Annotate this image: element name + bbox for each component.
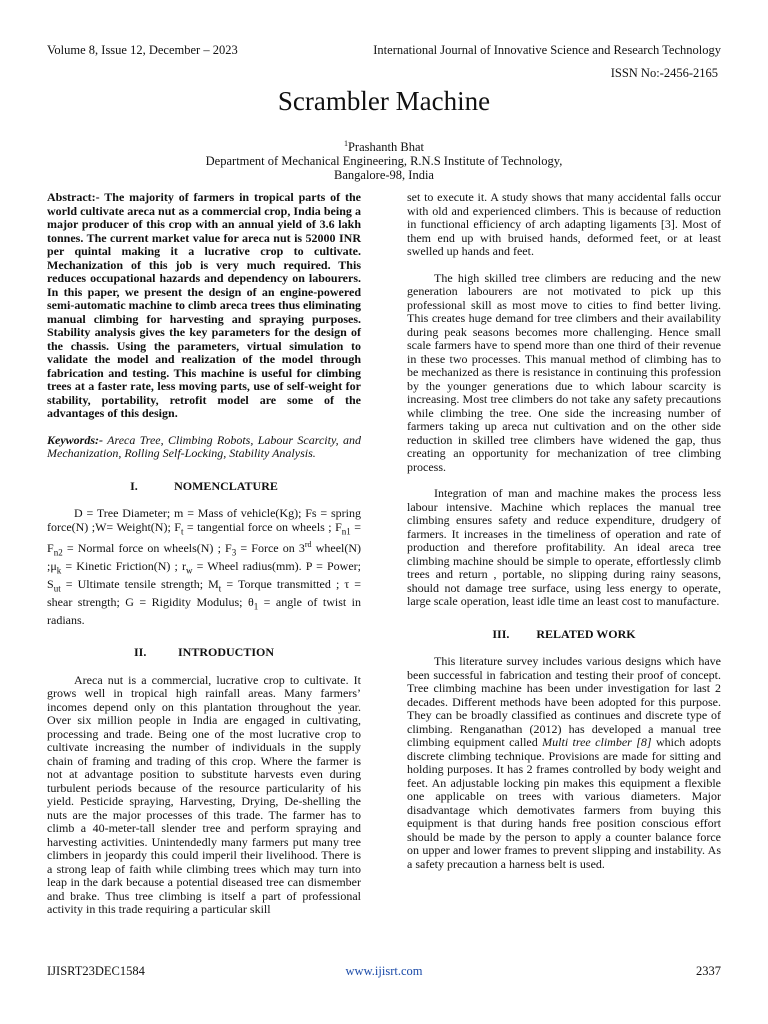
section-title: INTRODUCTION <box>177 645 274 660</box>
keywords-label: Keywords:- <box>47 432 103 447</box>
section-heading-nomenclature <box>47 480 361 494</box>
author-mark: 1 <box>343 139 348 148</box>
right-column <box>407 191 721 871</box>
left-column <box>47 191 361 917</box>
keywords <box>47 434 361 461</box>
author-block <box>0 137 768 182</box>
section-number: III. <box>492 626 510 641</box>
author-name: Prashanth Bhat <box>347 140 425 155</box>
paragraph: The high skilled tree climbers are reducing and the new generation labourers are not motivated to pick up this professional skill as most move to cities to find better living. This creates huge demand for tree climbers and their availability during peak seasons becomes more challenging. Hence small scale farmers have to spend more than one third of their revenue in these two processes. This manual method of climbing has to be mechanized as there is resistance in continuing this profession by the younger generations due to which labour scarcity is increasing. Most tree climbers do not take any safety precautions while climbing the tree. One side the increasing number of farmers taking up areca nut cultivation and on the other side reduction in skilled tree climbers have widened the gap, thus creating an opportunity for mechanization of tree climbing process. <box>407 270 721 474</box>
related-work-paragraph: This literature survey includes various designs which have been successful in fabrication and testing their proof of concept. Tree climbing machine has been under investigation for last 2 decades. Different methods have been adopted for this purpose. They can be broadly classified as continues and discrete type of climbing. Renganathan (2012) has developed a manual tree climbing equipment called Multi tree climber [8] which adopts discrete climbing technique. Provisions are made for sitting and holding purposes. It has 2 frames controlled by body weight and feet. An adjustable locking pin makes this equipment a flexible one applicable on trees with various diameters. Major disadvantage which demotivates farmers from buying this equipment is that during hands free position conscious effort should be made by the person to apply a counter balance force on upper and lower frames to prevent slipping and instability. As a safety precaution a harness belt is used. <box>407 654 721 871</box>
introduction-paragraph: Areca nut is a commercial, lucrative crop to cultivate. It grows well in tropical high rainfall areas. Many farmers’ incomes depend only on this plantation throughout the year. Over six million people in India are engaged in cultivating, processing and trade. Being one of the most lucrative crop to cultivate increasing the number of individuals in the supply chain of framing and trading of this crop. Where the farmer is not at advantage position to substitute harvests even during turbulent periods because of the resource particularity of his yield. Pesticide spraying, Harvesting, Drying, De-shelling the nuts are the major processes of this trade. The farmer has to climb a 40-meter-tall slender tree and perform spraying and harvesting activities. Unintendedly many farmers put many tree climbers in jeopardy this could imperil their livelihood. There is a strong leap of faith while climbing trees which may turn into leap in the dark because a potential diseased tree can dismember and brake. Thus tree climbing is itself a part of professional activity in this trade requiring a particular skill <box>47 672 361 917</box>
paper-title: Scrambler Machine <box>277 86 491 116</box>
section-heading-introduction <box>47 646 361 660</box>
journal-url-link[interactable]: www.ijisrt.com <box>345 964 423 978</box>
section-number: II. <box>133 645 147 660</box>
page-number: 2337 <box>696 964 721 978</box>
section-number: I. <box>130 478 138 493</box>
paper-code: IJISRT23DEC1584 <box>47 964 145 978</box>
section-heading-related-work <box>407 628 721 642</box>
issn: ISSN No:-2456-2165 <box>610 66 718 80</box>
journal-volume: Volume 8, Issue 12, December – 2023 <box>47 43 238 57</box>
keywords-text: Areca Tree, Climbing Robots, Labour Scarcity, and Mechanization, Rolling Self-Locking, Stability Analysis. <box>47 432 361 460</box>
author-city: Bangalore-98, India <box>334 168 434 183</box>
journal-name: International Journal of Innovative Science and Research Technology <box>373 43 721 57</box>
citation-multi-tree-climber: Multi tree climber [8] <box>542 735 652 749</box>
paragraph-continued: set to execute it. A study shows that many accidental falls occur with old and experienced climbers. This is because of reduction in functional efficiency of arch adapting ligaments [3]. Most of them end up with bruised hands, deformed feet, or at least swelled up hands and feet. <box>407 190 721 258</box>
abstract: Abstract:- The majority of farmers in tropical parts of the world cultivate areca nut as a commercial crop, India being a major producer of this crop with an annual yield of 3.6 lakh tonnes. The current market value for areca nut is 52000 INR per quintal making it a lucrative crop to cultivate. Mechanization of this job is very much required. This reduces occupational hazards and dependency on labourers. In this paper, we present the design of an engine-powered semi-automatic machine to climb areca trees thus eliminating manual climbing for harvesting and spraying purposes. Stability analysis gives the key parameters for the design of the chassis. Using the parameters, virtual simulation to validate the model and realization of the model through fabrication and testing. This machine is useful for climbing trees at a faster rate, less moving parts, use of self-weight for stability, portability, retrofit model are some of the advantages of this design. <box>47 190 361 420</box>
section-title: NOMENCLATURE <box>174 478 278 493</box>
author-dept: Department of Mechanical Engineering, R.N.S Institute of Technology, <box>205 154 563 169</box>
nomenclature-text: D = Tree Diameter; m = Mass of vehicle(Kg); Fs = spring force(N) ;W= Weight(N); $F_t$ = tangential force on wheels ; $F_{n1} = F_{n2}$ = Normal force on wheels(N) ; $F_3$ = Force on 3rd wheel(N) $;\mu_k$ = Kinetic Friction(N) ; $r_w$ = Wheel radius(mm). P = Power; $S_{ut}$ = Ultimate tensile strength; $M_t$ = Torque transmitted ; τ = shear strength; G = Rigidity Modulus; $\theta_1$ = angle of twist in radians. <box>47 506 362 627</box>
paragraph: Integration of man and machine makes the process less labour intensive. Machine which replaces the manual tree climbing ensures safety and reduce expenditure, drudgery of farmers. It increases in the timeliness of operation and rate of production and therefore profitability. An ideal areca tree climbing machine should be simple to operate, effortlessly climb trees and return , portable, no slipping during rainy seasons, should not damage tree surface, using less energy to operate, large scale operation, least idle time an least cost to manufacture. <box>407 486 721 608</box>
section-title: RELATED WORK <box>536 626 636 641</box>
